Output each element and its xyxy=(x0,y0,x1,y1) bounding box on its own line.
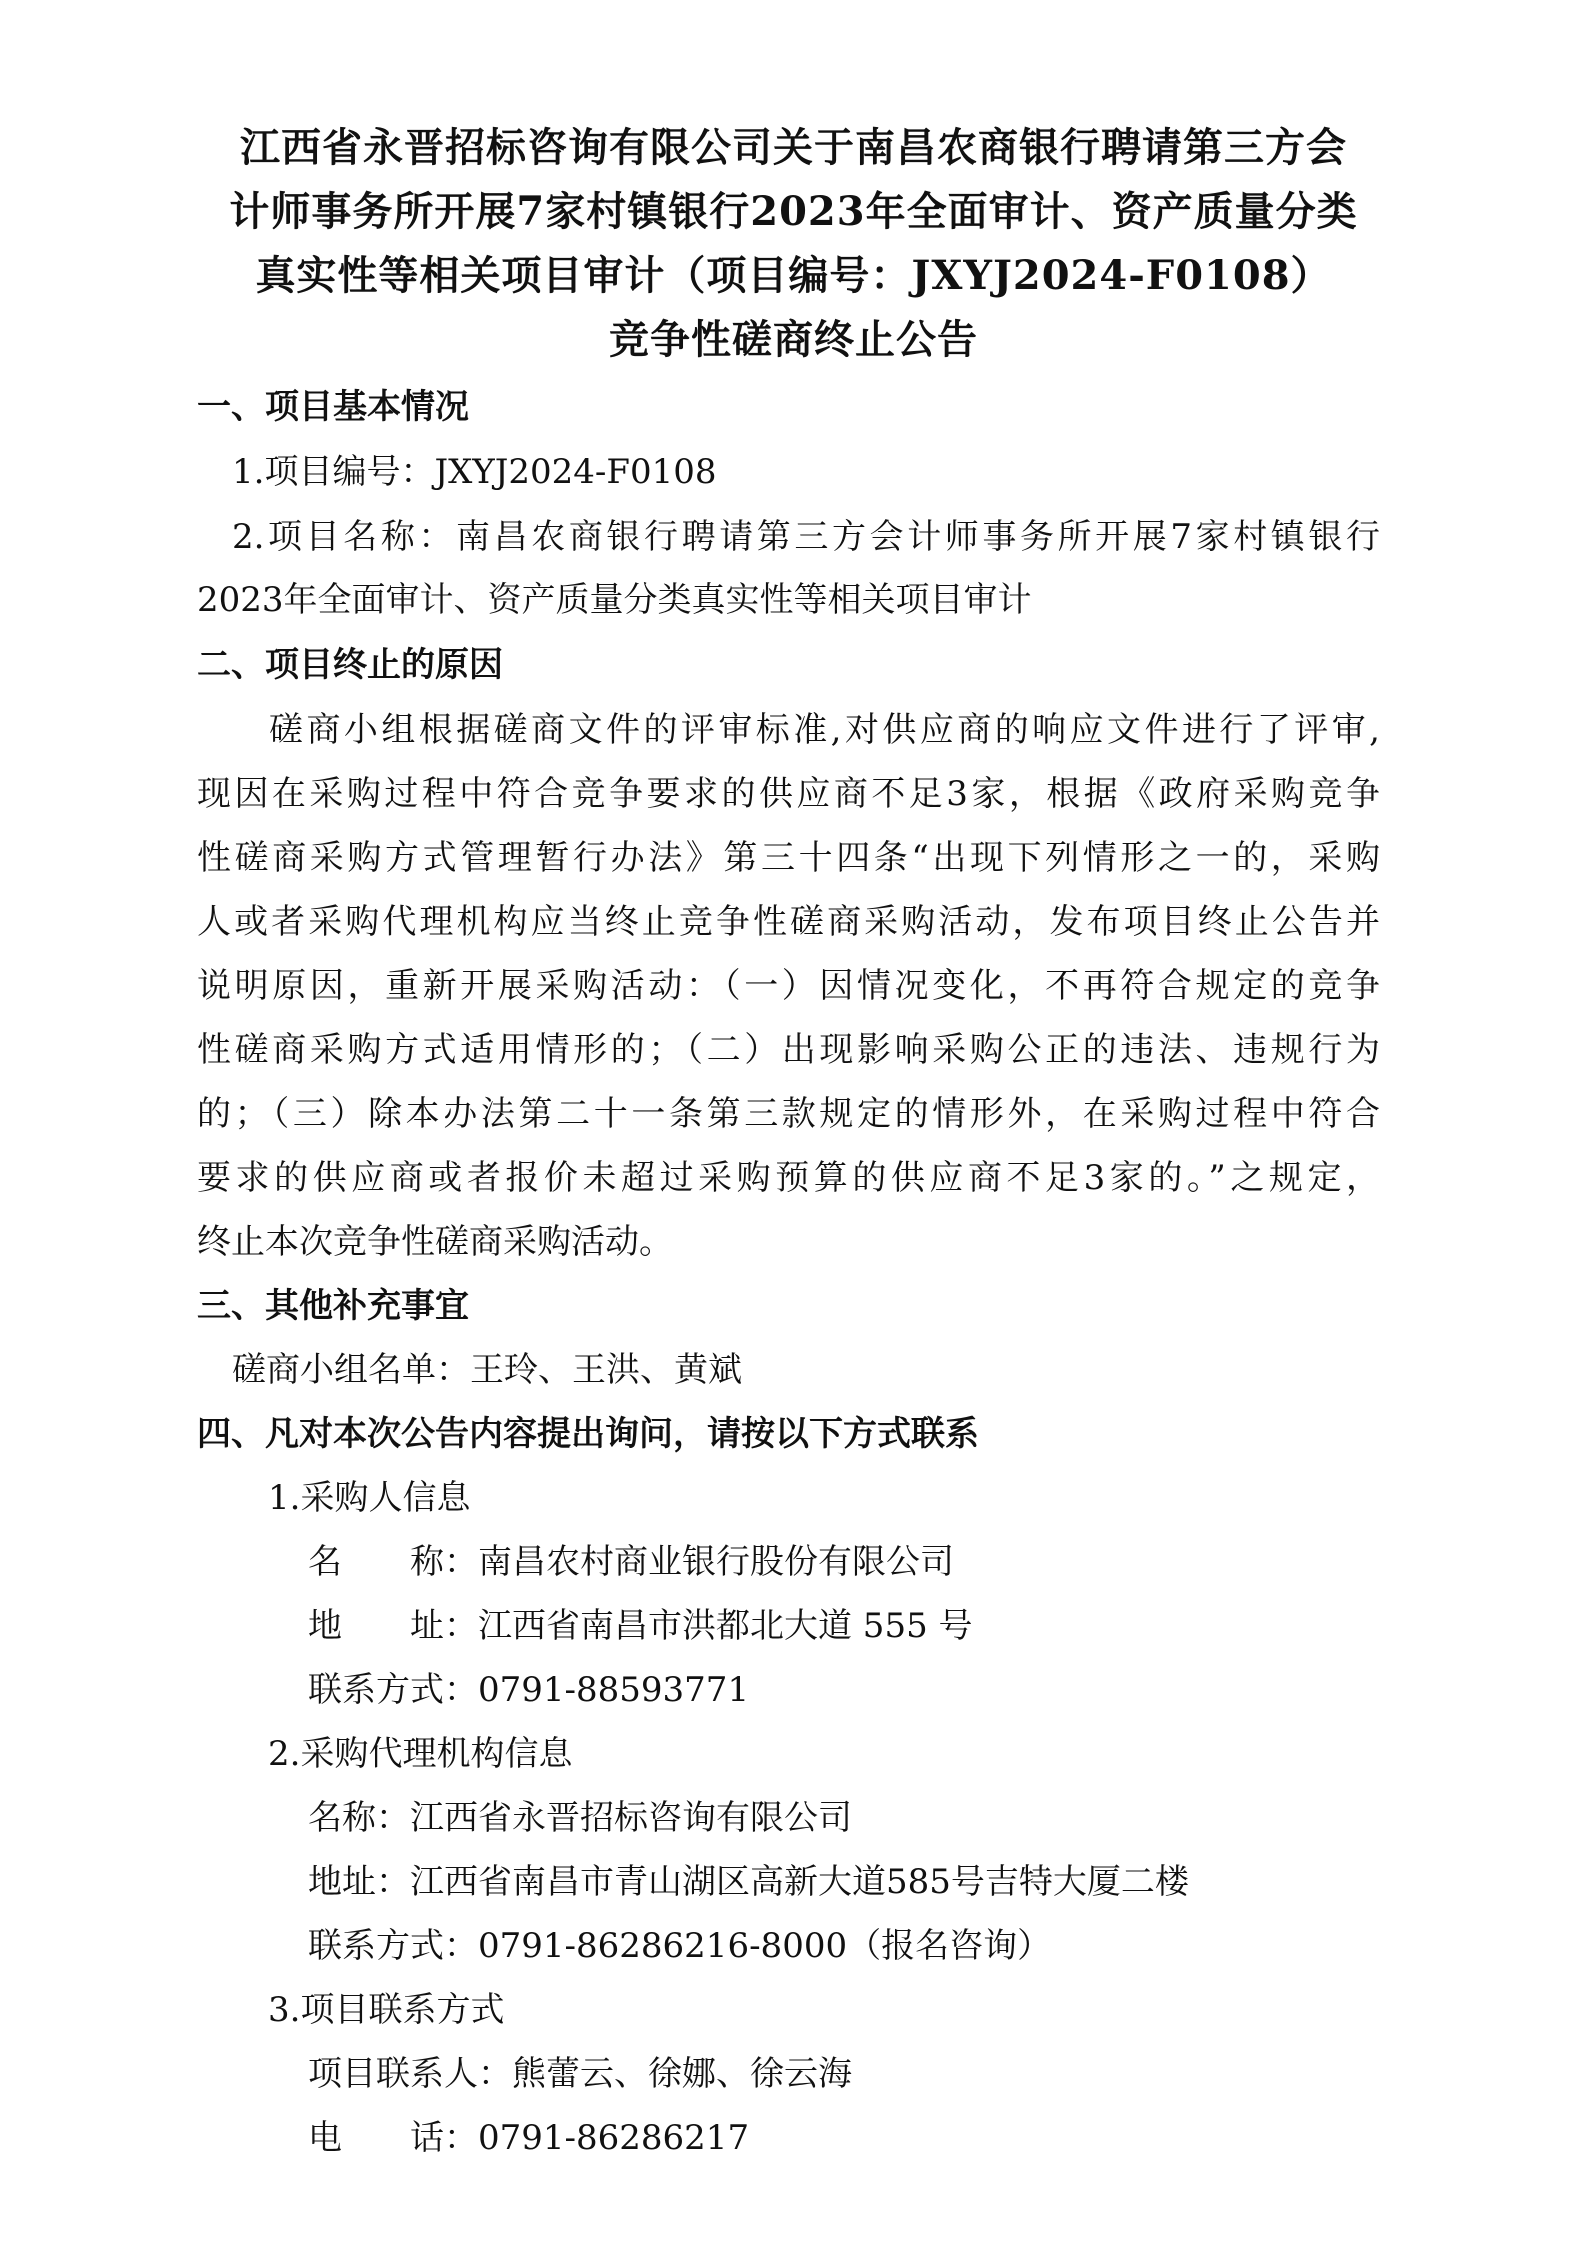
agency-phone: 联系方式：0791-86286216-8000（报名咨询） xyxy=(308,1926,1052,1966)
title-line-3: 真实性等相关项目审计（项目编号：JXYJ2024-F0108） xyxy=(255,252,1332,299)
purchaser-heading: 1.采购人信息 xyxy=(268,1478,471,1518)
section-2-heading: 二、项目终止的原因 xyxy=(197,645,503,685)
purchaser-address xyxy=(308,1601,973,1651)
project-name-line-1: 2.项目名称：南昌农商银行聘请第三方会计师事务所开展7家村镇银行 xyxy=(232,517,1380,557)
agency-address: 地址：江西省南昌市青山湖区高新大道585号吉特大厦二楼 xyxy=(308,1862,1189,1902)
purchaser-phone: 联系方式：0791-88593771 xyxy=(308,1670,750,1710)
agency-name: 名称：江西省永晋招标咨询有限公司 xyxy=(308,1798,852,1838)
title-line-1: 江西省永晋招标咨询有限公司关于南昌农商银行聘请第三方会 xyxy=(240,124,1347,171)
agency-heading: 2.采购代理机构信息 xyxy=(268,1734,573,1774)
reason-line-3: 性磋商采购方式管理暂行办法》第三十四条“出现下列情形之一的，采购 xyxy=(197,838,1380,878)
reason-line-9: 终止本次竞争性磋商采购活动。 xyxy=(197,1222,673,1262)
purchaser-name-label: 名 称： xyxy=(308,1542,478,1582)
title-line-4: 竞争性磋商终止公告 xyxy=(609,316,978,363)
reason-line-7: 的；（三）除本办法第二十一条第三款规定的情形外，在采购过程中符合 xyxy=(197,1094,1380,1134)
section-4-heading: 四、凡对本次公告内容提出询问，请按以下方式联系 xyxy=(197,1414,979,1454)
section-1-heading: 一、项目基本情况 xyxy=(197,387,469,427)
reason-line-4: 人或者采购代理机构应当终止竞争性磋商采购活动，发布项目终止公告并 xyxy=(197,902,1380,942)
project-telephone xyxy=(308,2113,749,2163)
section-3-heading: 三、其他补充事宜 xyxy=(197,1286,469,1326)
purchaser-name-value: 南昌农村商业银行股份有限公司 xyxy=(478,1542,954,1582)
reason-line-6: 性磋商采购方式适用情形的；（二）出现影响采购公正的违法、违规行为 xyxy=(197,1030,1380,1070)
reason-line-8: 要求的供应商或者报价未超过采购预算的供应商不足3家的。”之规定， xyxy=(197,1158,1380,1198)
telephone-label: 电 话： xyxy=(308,2118,478,2158)
reason-line-2: 现因在采购过程中符合竞争要求的供应商不足3家，根据《政府采购竞争 xyxy=(197,774,1380,814)
purchaser-name xyxy=(308,1537,954,1587)
title-line-2: 计师事务所开展7家村镇银行2023年全面审计、资产质量分类 xyxy=(229,188,1358,235)
project-contact-heading: 3.项目联系方式 xyxy=(268,1990,505,2030)
purchaser-address-value: 江西省南昌市洪都北大道 555 号 xyxy=(478,1606,973,1646)
project-name-line-2: 2023年全面审计、资产质量分类真实性等相关项目审计 xyxy=(197,580,1032,620)
reason-line-1: 磋商小组根据磋商文件的评审标准,对供应商的响应文件进行了评审, xyxy=(269,710,1380,750)
purchaser-address-label: 地 址： xyxy=(308,1606,478,1646)
project-contacts: 项目联系人：熊蕾云、徐娜、徐云海 xyxy=(308,2054,852,2094)
project-number: 1.项目编号：JXYJ2024-F0108 xyxy=(232,452,717,492)
panel-members: 磋商小组名单：王玲、王洪、黄斌 xyxy=(232,1350,742,1390)
reason-line-5: 说明原因，重新开展采购活动：（一）因情况变化，不再符合规定的竞争 xyxy=(197,966,1380,1006)
telephone-value: 0791-86286217 xyxy=(478,2118,750,2158)
